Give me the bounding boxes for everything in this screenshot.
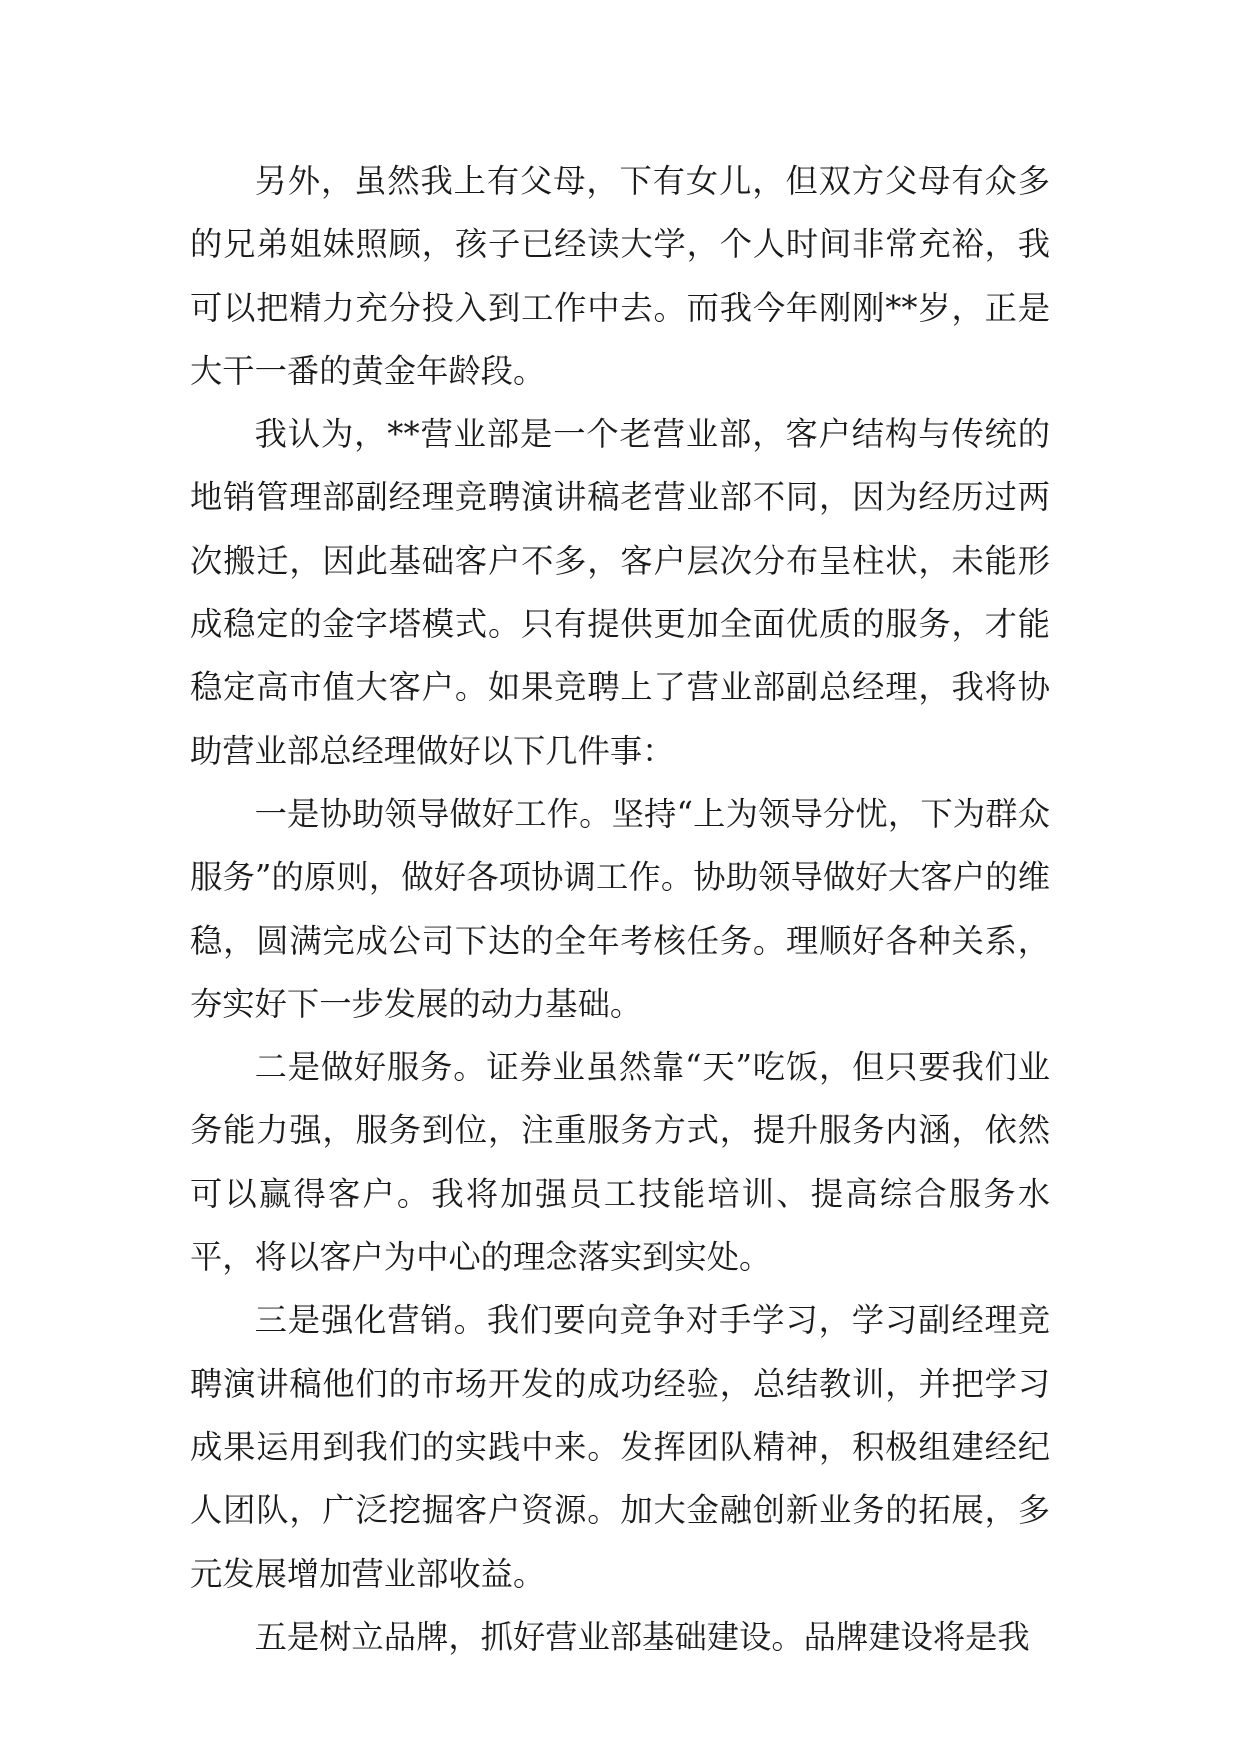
body-text	[190, 150, 1050, 1669]
paragraph-strengthen-marketing: 三是强化营销。我们要向竞争对手学习，学习副经理竞聘演讲稿他们的市场开发的成功经验，总结教训，并把学习成果运用到我们的实践中来。发挥团队精神，积极组建经纪人团队，广泛挖掘客户资源。加大金融创新业务的拓展，多元发展增加营业部收益。	[190, 1301, 1050, 1593]
paragraph-build-brand: 五是树立品牌，抓好营业部基础建设。品牌建设将是我	[254, 1617, 1030, 1656]
paragraph-assist-leadership: 一是协助领导做好工作。坚持“上为领导分忧，下为群众服务”的原则，做好各项协调工作。协助领导做好大客户的维稳，圆满完成公司下达的全年考核任务。理顺好各种关系，夯实好下一步发展的动力基础。	[190, 794, 1050, 1023]
paragraph-branch-analysis: 我认为，**营业部是一个老营业部，客户结构与传统的地销管理部副经理竞聘演讲稿老营业部不同，因为经历过两次搬迁，因此基础客户不多，客户层次分布呈柱状，未能形成稳定的金字塔模式。只有提供更加全面优质的服务，才能稳定高市值大客户。如果竞聘上了营业部副总经理，我将协助营业部总经理做好以下几件事：	[190, 415, 1050, 770]
paragraph-improve-service: 二是做好服务。证券业虽然靠“天”吃饭，但只要我们业务能力强，服务到位，注重服务方式，提升服务内涵，依然可以赢得客户。我将加强员工技能培训、提高综合服务水平，将以客户为中心的理念落实到实处。	[190, 1048, 1050, 1277]
paragraph-family-situation: 另外，虽然我上有父母，下有女儿，但双方父母有众多的兄弟姐妹照顾，孩子已经读大学，个人时间非常充裕，我可以把精力充分投入到工作中去。而我今年刚刚**岁，正是大干一番的黄金年龄段。	[190, 162, 1050, 390]
